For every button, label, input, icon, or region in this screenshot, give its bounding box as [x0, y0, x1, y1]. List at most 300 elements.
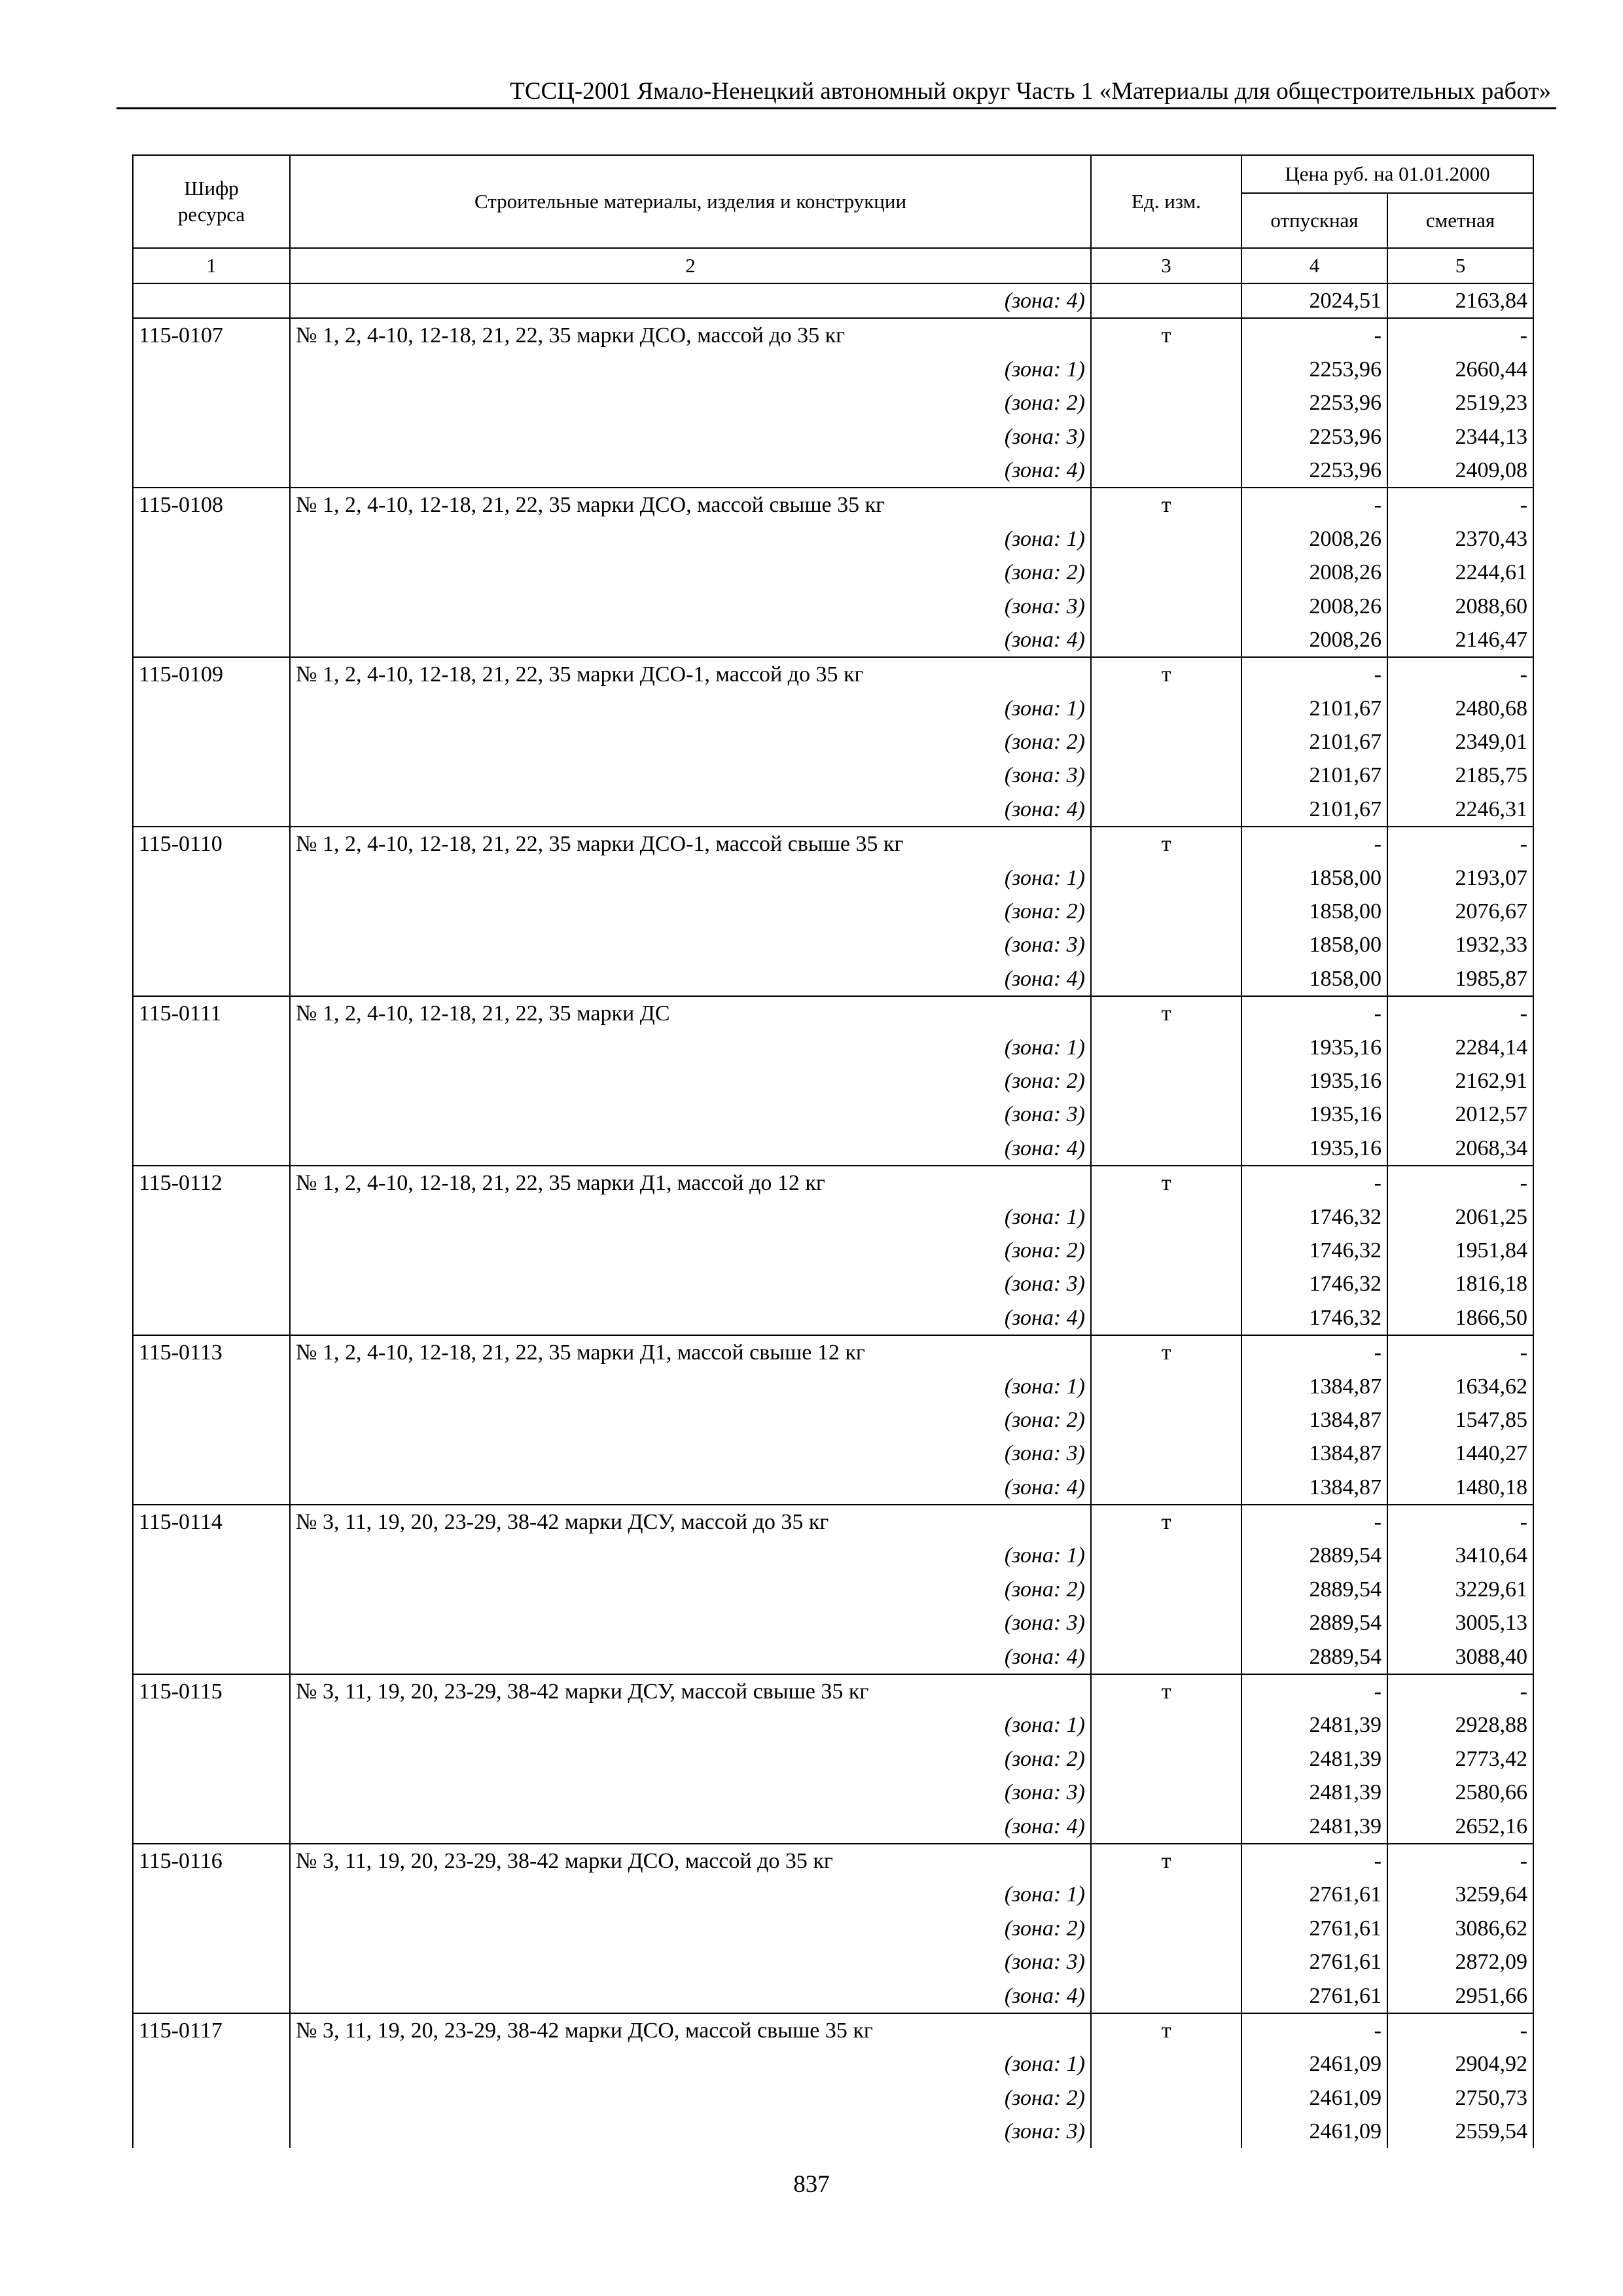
unit-cell — [1091, 861, 1241, 895]
resource-code — [133, 1064, 290, 1098]
zone-row — [133, 1200, 1533, 1234]
zone-label: (зона: 2) — [290, 1742, 1091, 1776]
header-price-release: отпускная — [1241, 193, 1387, 248]
resource-code: 115-0108 — [133, 488, 290, 522]
unit-cell — [1091, 1945, 1241, 1979]
price-estimate: 1985,87 — [1387, 962, 1533, 996]
price-estimate: 2951,66 — [1387, 1979, 1533, 2013]
price-release: 2761,61 — [1241, 1878, 1387, 1911]
price-estimate: 2088,60 — [1387, 590, 1533, 623]
table-row — [133, 1844, 1533, 1878]
zone-label: (зона: 3) — [290, 420, 1091, 454]
price-estimate: - — [1387, 1505, 1533, 1539]
price-release: 2889,54 — [1241, 1640, 1387, 1674]
zone-label: (зона: 2) — [290, 895, 1091, 928]
price-estimate: 3005,13 — [1387, 1606, 1533, 1640]
zone-row — [133, 1606, 1533, 1640]
resource-code: 115-0114 — [133, 1505, 290, 1539]
material-name: № 1, 2, 4-10, 12-18, 21, 22, 35 марки ДСО, массой до 35 кг — [290, 318, 1091, 352]
price-release: - — [1241, 1166, 1387, 1200]
zone-label: (зона: 4) — [290, 1301, 1091, 1335]
unit-cell — [1091, 1912, 1241, 1945]
zone-label: (зона: 2) — [290, 1234, 1091, 1267]
price-release: 2101,67 — [1241, 759, 1387, 792]
price-release: 2253,96 — [1241, 454, 1387, 488]
price-estimate: 2872,09 — [1387, 1945, 1533, 1979]
resource-code: 115-0109 — [133, 657, 290, 691]
zone-label: (зона: 3) — [290, 759, 1091, 792]
resource-code — [133, 590, 290, 623]
zone-row — [133, 1776, 1533, 1809]
unit-cell — [1091, 1031, 1241, 1064]
column-number: 4 — [1241, 248, 1387, 283]
zone-row — [133, 1945, 1533, 1979]
price-estimate: 2246,31 — [1387, 793, 1533, 827]
resource-code — [133, 353, 290, 386]
resource-code — [133, 623, 290, 657]
resource-code — [133, 1471, 290, 1505]
zone-row — [133, 1132, 1533, 1166]
price-release: 2024,51 — [1241, 283, 1387, 318]
zone-label: (зона: 3) — [290, 590, 1091, 623]
unit-cell — [1091, 1742, 1241, 1776]
price-release: 1935,16 — [1241, 1064, 1387, 1098]
price-estimate: 1547,85 — [1387, 1403, 1533, 1437]
price-release: - — [1241, 1674, 1387, 1708]
zone-label: (зона: 3) — [290, 1776, 1091, 1809]
zone-row — [133, 1370, 1533, 1403]
price-estimate: 2904,92 — [1387, 2047, 1533, 2081]
zone-label: (зона: 2) — [290, 1573, 1091, 1606]
zone-row — [133, 1234, 1533, 1267]
price-release: 1935,16 — [1241, 1098, 1387, 1131]
zone-label: (зона: 3) — [290, 1267, 1091, 1300]
unit-cell — [1091, 962, 1241, 996]
unit-cell: т — [1091, 1166, 1241, 1200]
price-release: 1935,16 — [1241, 1132, 1387, 1166]
price-estimate: 2146,47 — [1387, 623, 1533, 657]
table-row — [133, 1335, 1533, 1369]
zone-label: (зона: 1) — [290, 2047, 1091, 2081]
zone-row — [133, 759, 1533, 792]
unit-cell — [1091, 1301, 1241, 1335]
table-body — [133, 283, 1533, 2148]
price-estimate: 2580,66 — [1387, 1776, 1533, 1809]
header-title: ТССЦ-2001 Ямало-Ненецкий автономный округ Часть 1 «Материалы для общестроительных работ» — [510, 78, 1551, 105]
price-estimate: 2652,16 — [1387, 1810, 1533, 1844]
price-release: 2889,54 — [1241, 1606, 1387, 1640]
zone-row — [133, 1064, 1533, 1098]
price-release: 2481,39 — [1241, 1810, 1387, 1844]
resource-code — [133, 1403, 290, 1437]
unit-cell — [1091, 2047, 1241, 2081]
zone-row — [133, 1640, 1533, 1674]
unit-cell: т — [1091, 827, 1241, 861]
price-release: 2008,26 — [1241, 522, 1387, 556]
price-estimate: 3229,61 — [1387, 1573, 1533, 1606]
unit-cell — [1091, 590, 1241, 623]
unit-cell — [1091, 928, 1241, 961]
resource-code — [133, 283, 290, 318]
zone-label: (зона: 4) — [290, 454, 1091, 488]
price-release: 2461,09 — [1241, 2081, 1387, 2115]
zone-label: (зона: 4) — [290, 1979, 1091, 2013]
price-estimate: 1932,33 — [1387, 928, 1533, 961]
page-header — [116, 72, 1556, 109]
price-release: - — [1241, 488, 1387, 522]
zone-label: (зона: 3) — [290, 1606, 1091, 1640]
price-release: 1858,00 — [1241, 962, 1387, 996]
unit-cell — [1091, 522, 1241, 556]
price-release: 1746,32 — [1241, 1234, 1387, 1267]
resource-code — [133, 759, 290, 792]
resource-code: 115-0117 — [133, 2013, 290, 2047]
price-release: 2008,26 — [1241, 556, 1387, 589]
column-numbers-row — [133, 248, 1533, 283]
material-name: № 1, 2, 4-10, 12-18, 21, 22, 35 марки Д1, массой свыше 12 кг — [290, 1335, 1091, 1369]
zone-row — [133, 2081, 1533, 2115]
header-price-group: Цена руб. на 01.01.2000 — [1241, 155, 1533, 193]
price-release: 2461,09 — [1241, 2047, 1387, 2081]
unit-cell — [1091, 2115, 1241, 2148]
zone-row — [133, 590, 1533, 623]
resource-code — [133, 386, 290, 420]
unit-cell — [1091, 895, 1241, 928]
price-estimate: 1866,50 — [1387, 1301, 1533, 1335]
price-table — [132, 154, 1534, 2148]
zone-label: (зона: 1) — [290, 1878, 1091, 1911]
price-estimate: 1480,18 — [1387, 1471, 1533, 1505]
resource-code — [133, 1132, 290, 1166]
zone-row — [133, 1742, 1533, 1776]
price-release: - — [1241, 827, 1387, 861]
table-row — [133, 318, 1533, 352]
resource-code — [133, 1098, 290, 1131]
material-name: № 3, 11, 19, 20, 23-29, 38-42 марки ДСО, массой свыше 35 кг — [290, 2013, 1091, 2047]
unit-cell — [1091, 353, 1241, 386]
zone-label: (зона: 1) — [290, 353, 1091, 386]
price-estimate: - — [1387, 488, 1533, 522]
resource-code — [133, 420, 290, 454]
header-name: Строительные материалы, изделия и конструкции — [290, 155, 1091, 248]
price-estimate: - — [1387, 996, 1533, 1030]
price-estimate: 2284,14 — [1387, 1031, 1533, 1064]
resource-code — [133, 1810, 290, 1844]
price-release: 1858,00 — [1241, 928, 1387, 961]
price-estimate: 2244,61 — [1387, 556, 1533, 589]
zone-row — [133, 1098, 1533, 1131]
price-estimate: 1951,84 — [1387, 1234, 1533, 1267]
zone-label: (зона: 2) — [290, 1912, 1091, 1945]
price-release: 2101,67 — [1241, 725, 1387, 759]
unit-cell — [1091, 1573, 1241, 1606]
unit-cell — [1091, 1098, 1241, 1131]
price-release: 1746,32 — [1241, 1200, 1387, 1234]
price-estimate: 2163,84 — [1387, 283, 1533, 318]
table-row — [133, 488, 1533, 522]
price-release: 2101,67 — [1241, 793, 1387, 827]
zone-row — [133, 928, 1533, 961]
table-row — [133, 827, 1533, 861]
unit-cell — [1091, 1539, 1241, 1572]
zone-label: (зона: 1) — [290, 692, 1091, 725]
price-estimate: 2409,08 — [1387, 454, 1533, 488]
resource-code — [133, 1776, 290, 1809]
resource-code — [133, 1945, 290, 1979]
price-release: - — [1241, 318, 1387, 352]
unit-cell — [1091, 1810, 1241, 1844]
zone-label: (зона: 3) — [290, 1437, 1091, 1470]
resource-code — [133, 1606, 290, 1640]
table-row — [133, 1166, 1533, 1200]
page-number: 837 — [793, 2171, 830, 2198]
price-release: 2481,39 — [1241, 1708, 1387, 1742]
zone-row — [133, 353, 1533, 386]
price-release: 2761,61 — [1241, 1945, 1387, 1979]
price-release: 1384,87 — [1241, 1403, 1387, 1437]
unit-cell: т — [1091, 318, 1241, 352]
zone-label: (зона: 2) — [290, 556, 1091, 589]
price-release: 2761,61 — [1241, 1912, 1387, 1945]
price-estimate: - — [1387, 1335, 1533, 1369]
price-estimate: - — [1387, 1166, 1533, 1200]
zone-row — [133, 522, 1533, 556]
price-estimate: 2185,75 — [1387, 759, 1533, 792]
unit-cell — [1091, 793, 1241, 827]
price-estimate: - — [1387, 657, 1533, 691]
price-estimate: 2928,88 — [1387, 1708, 1533, 1742]
unit-cell — [1091, 1132, 1241, 1166]
price-estimate: 2068,34 — [1387, 1132, 1533, 1166]
table-row — [133, 1674, 1533, 1708]
price-estimate: - — [1387, 318, 1533, 352]
material-name: № 1, 2, 4-10, 12-18, 21, 22, 35 марки Д1, массой до 12 кг — [290, 1166, 1091, 1200]
price-estimate: 1634,62 — [1387, 1370, 1533, 1403]
resource-code — [133, 928, 290, 961]
header-code: Шифр ресурса — [133, 155, 290, 248]
resource-code — [133, 1267, 290, 1300]
zone-label: (зона: 1) — [290, 1708, 1091, 1742]
zone-row — [133, 1912, 1533, 1945]
zone-row — [133, 1878, 1533, 1911]
resource-code — [133, 861, 290, 895]
price-estimate: - — [1387, 827, 1533, 861]
price-release: 2253,96 — [1241, 353, 1387, 386]
zone-row — [133, 1403, 1533, 1437]
price-release: 2889,54 — [1241, 1539, 1387, 1572]
resource-code — [133, 1370, 290, 1403]
resource-code — [133, 1979, 290, 2013]
unit-cell — [1091, 1200, 1241, 1234]
unit-cell — [1091, 556, 1241, 589]
column-number: 5 — [1387, 248, 1533, 283]
resource-code — [133, 1878, 290, 1911]
unit-cell — [1091, 1979, 1241, 2013]
price-estimate: 1816,18 — [1387, 1267, 1533, 1300]
price-estimate: 3410,64 — [1387, 1539, 1533, 1572]
resource-code — [133, 1742, 290, 1776]
resource-code — [133, 725, 290, 759]
price-release: 2481,39 — [1241, 1742, 1387, 1776]
unit-cell — [1091, 1064, 1241, 1098]
zone-label: (зона: 4) — [290, 1640, 1091, 1674]
zone-label: (зона: 3) — [290, 1098, 1091, 1131]
price-estimate: 3259,64 — [1387, 1878, 1533, 1911]
unit-cell — [1091, 2081, 1241, 2115]
resource-code — [133, 2115, 290, 2148]
price-estimate: 2480,68 — [1387, 692, 1533, 725]
price-release: - — [1241, 1505, 1387, 1539]
zone-label: (зона: 1) — [290, 1031, 1091, 1064]
unit-cell — [1091, 1708, 1241, 1742]
resource-code — [133, 1640, 290, 1674]
price-estimate: 2076,67 — [1387, 895, 1533, 928]
price-estimate: 2519,23 — [1387, 386, 1533, 420]
unit-cell: т — [1091, 996, 1241, 1030]
zone-row — [133, 2047, 1533, 2081]
unit-cell: т — [1091, 488, 1241, 522]
material-name: № 1, 2, 4-10, 12-18, 21, 22, 35 марки ДСО-1, массой свыше 35 кг — [290, 827, 1091, 861]
column-number: 1 — [133, 248, 290, 283]
zone-label: (зона: 4) — [290, 793, 1091, 827]
price-estimate: - — [1387, 1674, 1533, 1708]
unit-cell: т — [1091, 657, 1241, 691]
zone-row — [133, 386, 1533, 420]
zone-row — [133, 454, 1533, 488]
zone-row — [133, 793, 1533, 827]
price-release: - — [1241, 996, 1387, 1030]
price-estimate: 2349,01 — [1387, 725, 1533, 759]
zone-row — [133, 1301, 1533, 1335]
zone-label: (зона: 1) — [290, 1539, 1091, 1572]
resource-code: 115-0112 — [133, 1166, 290, 1200]
table-row — [133, 996, 1533, 1030]
unit-cell — [1091, 759, 1241, 792]
price-estimate: 2162,91 — [1387, 1064, 1533, 1098]
price-release: 2481,39 — [1241, 1776, 1387, 1809]
price-release: 2008,26 — [1241, 623, 1387, 657]
price-release: 2101,67 — [1241, 692, 1387, 725]
zone-label: (зона: 1) — [290, 861, 1091, 895]
resource-code — [133, 522, 290, 556]
unit-cell — [1091, 386, 1241, 420]
table-row — [133, 657, 1533, 691]
zone-label: (зона: 4) — [290, 1132, 1091, 1166]
resource-code: 115-0107 — [133, 318, 290, 352]
price-release: 1746,32 — [1241, 1301, 1387, 1335]
table-row — [133, 1505, 1533, 1539]
material-name: № 1, 2, 4-10, 12-18, 21, 22, 35 марки ДСО-1, массой до 35 кг — [290, 657, 1091, 691]
resource-code — [133, 1539, 290, 1572]
zone-label: (зона: 1) — [290, 522, 1091, 556]
zone-row — [133, 1471, 1533, 1505]
price-estimate: 2344,13 — [1387, 420, 1533, 454]
unit-cell — [1091, 1640, 1241, 1674]
resource-code: 115-0110 — [133, 827, 290, 861]
material-name: № 3, 11, 19, 20, 23-29, 38-42 марки ДСУ, массой свыше 35 кг — [290, 1674, 1091, 1708]
price-estimate: - — [1387, 2013, 1533, 2047]
zone-row — [133, 623, 1533, 657]
zone-row — [133, 556, 1533, 589]
price-release: 1384,87 — [1241, 1471, 1387, 1505]
unit-cell — [1091, 1370, 1241, 1403]
resource-code — [133, 895, 290, 928]
resource-code — [133, 454, 290, 488]
price-release: - — [1241, 1844, 1387, 1878]
material-name: № 1, 2, 4-10, 12-18, 21, 22, 35 марки ДСО, массой свыше 35 кг — [290, 488, 1091, 522]
price-estimate: 3088,40 — [1387, 1640, 1533, 1674]
zone-label: (зона: 4) — [290, 283, 1091, 318]
zone-label: (зона: 2) — [290, 1403, 1091, 1437]
table-header-row — [133, 155, 1533, 193]
price-release: 1858,00 — [1241, 861, 1387, 895]
resource-code — [133, 692, 290, 725]
zone-row — [133, 1267, 1533, 1300]
zone-label: (зона: 3) — [290, 928, 1091, 961]
zone-label: (зона: 4) — [290, 1471, 1091, 1505]
zone-label: (зона: 4) — [290, 623, 1091, 657]
price-estimate: 2012,57 — [1387, 1098, 1533, 1131]
resource-code: 115-0111 — [133, 996, 290, 1030]
resource-code — [133, 556, 290, 589]
unit-cell: т — [1091, 2013, 1241, 2047]
price-release: 2253,96 — [1241, 386, 1387, 420]
unit-cell — [1091, 1437, 1241, 1470]
header-unit: Ед. изм. — [1091, 155, 1241, 248]
table-row — [133, 2013, 1533, 2047]
price-release: 2889,54 — [1241, 1573, 1387, 1606]
unit-cell — [1091, 1267, 1241, 1300]
zone-label: (зона: 4) — [290, 962, 1091, 996]
price-release: 1858,00 — [1241, 895, 1387, 928]
column-number: 3 — [1091, 248, 1241, 283]
zone-row — [133, 962, 1533, 996]
resource-code — [133, 1031, 290, 1064]
price-release: - — [1241, 2013, 1387, 2047]
unit-cell — [1091, 1234, 1241, 1267]
unit-cell — [1091, 1878, 1241, 1911]
unit-cell — [1091, 420, 1241, 454]
resource-code — [133, 2081, 290, 2115]
material-name: № 3, 11, 19, 20, 23-29, 38-42 марки ДСУ, массой до 35 кг — [290, 1505, 1091, 1539]
unit-cell: т — [1091, 1844, 1241, 1878]
unit-cell — [1091, 454, 1241, 488]
zone-label: (зона: 2) — [290, 725, 1091, 759]
unit-cell: т — [1091, 1335, 1241, 1369]
price-release: - — [1241, 1335, 1387, 1369]
unit-cell — [1091, 283, 1241, 318]
zone-row — [133, 1539, 1533, 1572]
price-estimate: - — [1387, 1844, 1533, 1878]
resource-code — [133, 1573, 290, 1606]
price-estimate: 2559,54 — [1387, 2115, 1533, 2148]
header-price-estimate: сметная — [1387, 193, 1533, 248]
unit-cell: т — [1091, 1674, 1241, 1708]
resource-code — [133, 1301, 290, 1335]
resource-code — [133, 1234, 290, 1267]
zone-label: (зона: 2) — [290, 1064, 1091, 1098]
price-estimate: 2193,07 — [1387, 861, 1533, 895]
price-release: 1935,16 — [1241, 1031, 1387, 1064]
zone-row — [133, 725, 1533, 759]
zone-label: (зона: 3) — [290, 2115, 1091, 2148]
price-release: 2761,61 — [1241, 1979, 1387, 2013]
unit-cell — [1091, 1471, 1241, 1505]
zone-row — [133, 692, 1533, 725]
price-estimate: 2773,42 — [1387, 1742, 1533, 1776]
price-estimate: 1440,27 — [1387, 1437, 1533, 1470]
zone-row — [133, 1031, 1533, 1064]
